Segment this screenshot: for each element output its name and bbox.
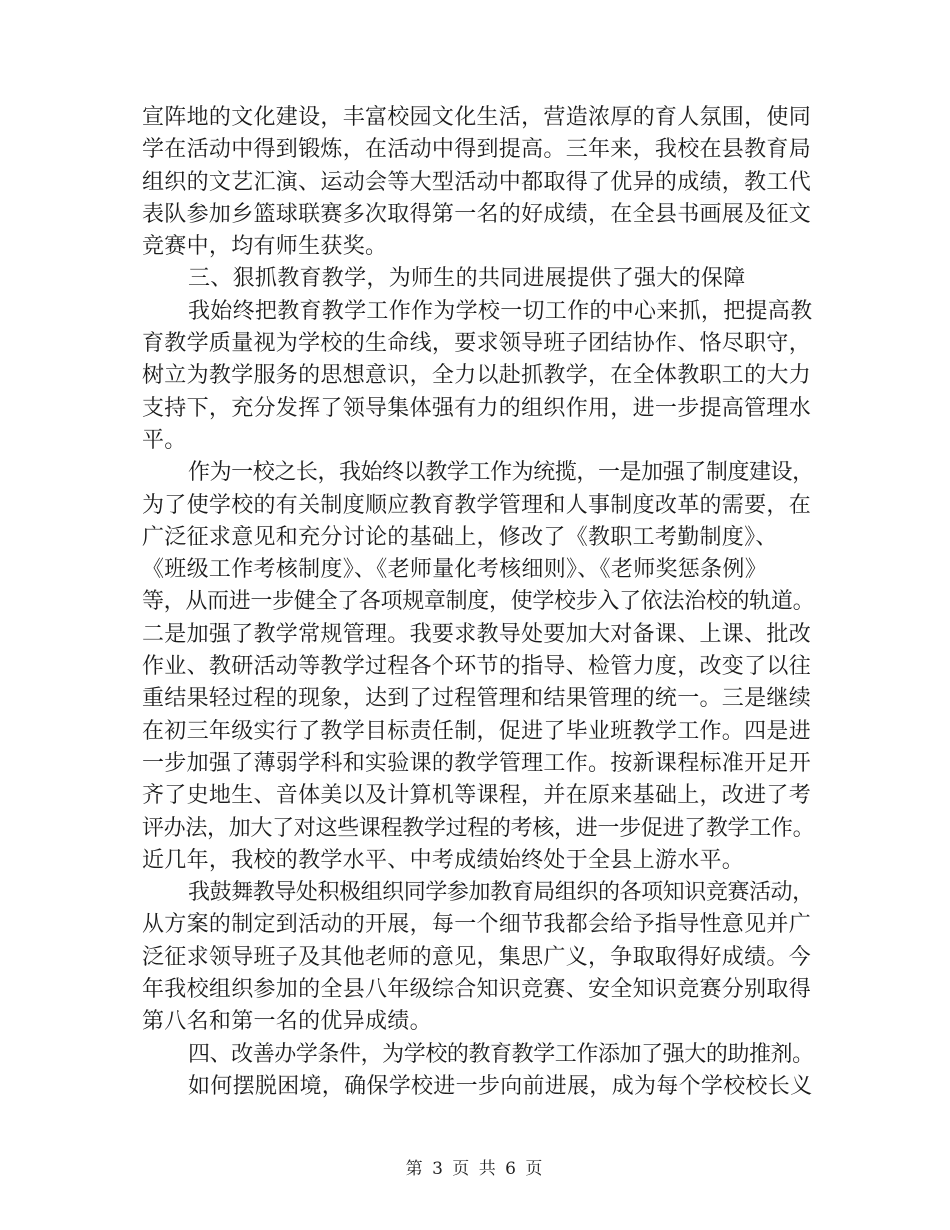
text-line: 近几年，我校的教学水平、中考成绩始终处于全县上游水平。 (142, 847, 745, 873)
text-line: 如何摆脱困境，确保学校进一步向前进展，成为每个学校校长义 (188, 1073, 813, 1099)
text-line: 作业、教研活动等教学过程各个环节的指导、检管力度，改变了以往 (142, 654, 812, 680)
text-line: 二是加强了教学常规管理。我要求教导处要加大对备课、上课、批改 (142, 621, 812, 647)
text-line: 齐了史地生、音体美以及计算机等课程，并在原来基础上，改进了考 (142, 783, 812, 809)
text-line: 泛征求领导班子及其他老师的意见，集思广义，争取取得好成绩。今 (142, 944, 812, 970)
text-line: 年我校组织参加的全县八年级综合知识竞赛、安全知识竞赛分别取得 (142, 977, 812, 1003)
text-line: 四、改善办学条件，为学校的教育教学工作添加了强大的助推剂。 (188, 1041, 814, 1067)
text-line: 平。 (142, 427, 187, 453)
body-text (142, 102, 814, 1103)
text-line: 育教学质量视为学校的生命线，要求领导班子团结协作、恪尽职守， (142, 331, 812, 357)
text-line: 广泛征求意见和充分讨论的基础上，修改了《教职工考勤制度》、 (142, 524, 778, 550)
text-line: 宣阵地的文化建设，丰富校园文化生活，营造浓厚的育人氛围，使同 (142, 105, 812, 130)
text-line: 树立为教学服务的思想意识，全力以赴抓教学，在全体教职工的大力 (142, 363, 812, 389)
page-footer: 第 3 页 共 6 页 (405, 1159, 545, 1179)
text-line: 第八名和第一名的优异成绩。 (142, 1009, 432, 1035)
text-line: 在初三年级实行了教学目标责任制，促进了毕业班教学工作。四是进 (142, 718, 812, 744)
text-line: 作为一校之长，我始终以教学工作为统揽，一是加强了制度建设， (188, 460, 814, 486)
text-line: 竞赛中，均有师生获奖。 (142, 234, 388, 260)
text-line: 学在活动中得到锻炼，在活动中得到提高。三年来，我校在县教育局 (142, 137, 812, 163)
text-line: 重结果轻过程的现象，达到了过程管理和结果管理的统一。三是继续 (142, 686, 812, 712)
text-line: 一步加强了薄弱学科和实验课的教学管理工作。按新课程标准开足开 (142, 750, 812, 776)
text-line: 三、狠抓教育教学，为师生的共同进展提供了强大的保障 (188, 266, 746, 292)
text-line: 从方案的制定到活动的开展，每一个细节我都会给予指导性意见并广 (142, 912, 812, 938)
text-line: 支持下，充分发挥了领导集体强有力的组织作用，进一步提高管理水 (142, 395, 812, 421)
text-line: 评办法，加大了对这些课程教学过程的考核，进一步促进了教学工作。 (142, 815, 815, 841)
text-line: 表队参加乡篮球联赛多次取得第一名的好成绩，在全县书画展及征文 (142, 201, 812, 227)
text-line: 《班级工作考核制度》、《老师量化考核细则》、《老师奖惩条例》 (142, 557, 768, 583)
text-line: 我始终把教育教学工作作为学校一切工作的中心来抓，把提高教 (188, 298, 813, 324)
text-line: 为了使学校的有关制度顺应教育教学管理和人事制度改革的需要，在 (142, 492, 812, 518)
text-line: 组织的文艺汇演、运动会等大型活动中都取得了优异的成绩，教工代 (142, 169, 812, 195)
text-line: 等，从而进一步健全了各项规章制度，使学校步入了依法治校的轨道。 (142, 589, 815, 615)
text-line: 我鼓舞教导处积极组织同学参加教育局组织的各项知识竞赛活动， (188, 880, 814, 906)
